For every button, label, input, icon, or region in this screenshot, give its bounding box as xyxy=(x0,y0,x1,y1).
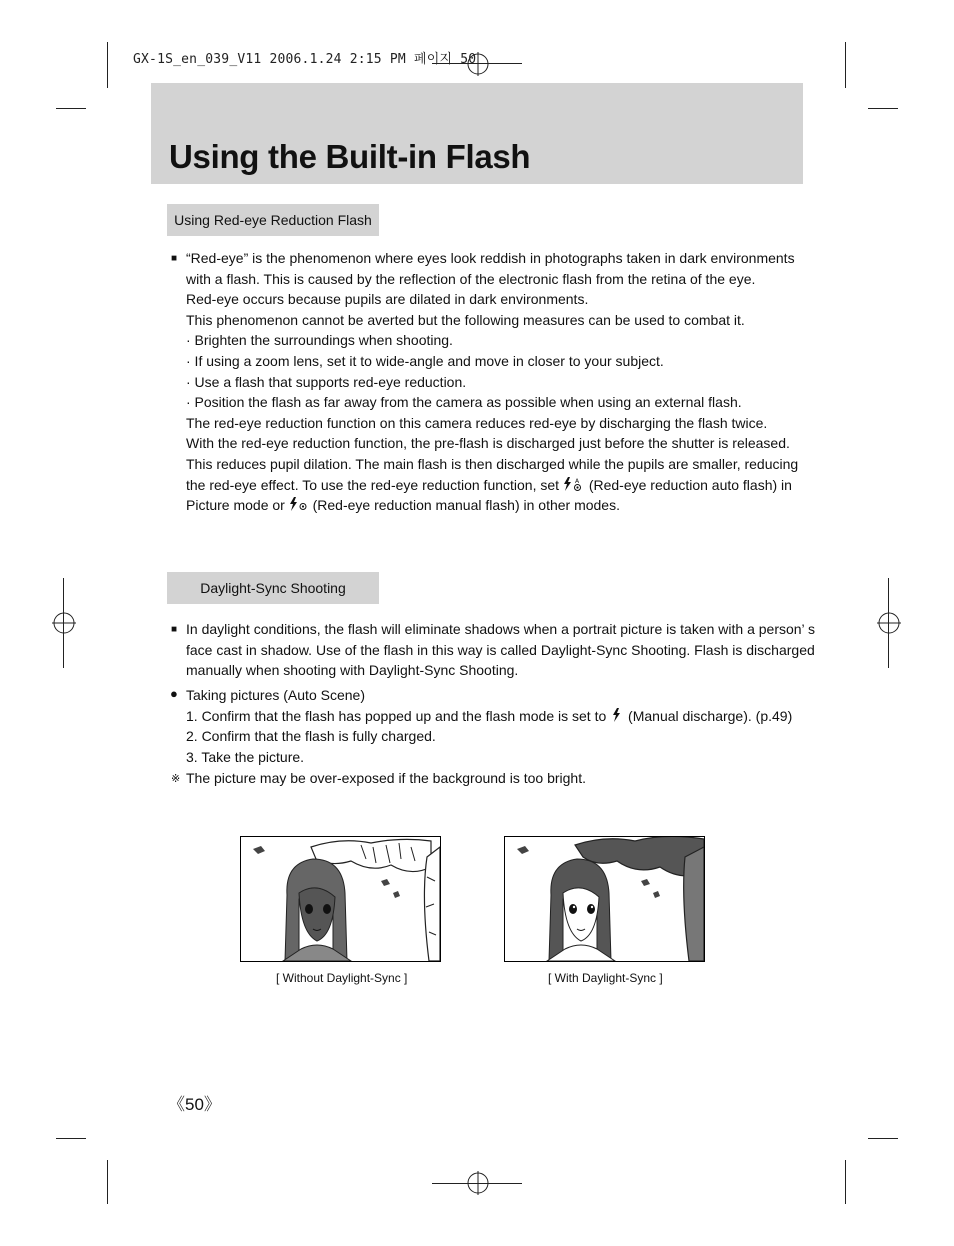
step-3: 3. Take the picture. xyxy=(186,748,305,765)
text-line: The red-eye reduction function on this camera reduces red-eye by discharging the flash twice. xyxy=(186,414,768,431)
text-line: Red-eye occurs because pupils are dilated in dark environments. xyxy=(186,291,589,308)
step-2: 2. Confirm that the flash is fully charged. xyxy=(186,728,436,745)
figure-without-daylight-sync xyxy=(240,836,441,962)
figure-caption-right: [ With Daylight-Sync ] xyxy=(548,971,663,985)
text-fragment: Picture mode or xyxy=(186,497,285,514)
text-line: manually when shooting with Daylight-Sync Shooting. xyxy=(186,662,519,679)
text-line: face cast in shadow. Use of the flash in this way is called Daylight-Sync Shooting. Flash is discharged xyxy=(186,641,815,658)
text-line: In daylight conditions, the flash will eliminate shadows when a portrait picture is taken with a person’ s xyxy=(186,621,816,637)
text-line: · If using a zoom lens, set it to wide-angle and move in closer to your subject. xyxy=(186,352,664,369)
page-number: 《50》 xyxy=(168,1095,221,1114)
bullet-square: ■ xyxy=(171,624,178,635)
text-line: This reduces pupil dilation. The main flash is then discharged while the pupils are smaller, reducing xyxy=(186,455,799,472)
section-heading-daylight-sync: Daylight-Sync Shooting xyxy=(167,572,379,604)
registration-mark xyxy=(877,611,901,635)
crop-mark xyxy=(56,108,86,109)
text-line: · Position the flash as far away from the camera as possible when using an external flash. xyxy=(186,394,742,411)
figure-caption-left: [ Without Daylight-Sync ] xyxy=(276,971,408,985)
text-line: “Red-eye” is the phenomenon where eyes look reddish in photographs taken in dark environments xyxy=(186,250,795,266)
daylight-sync-intro xyxy=(186,619,816,681)
text-fragment: (Red-eye reduction manual flash) in other modes. xyxy=(312,497,620,514)
sub-heading: Taking pictures (Auto Scene) xyxy=(186,687,365,703)
crop-mark xyxy=(868,1138,898,1139)
text-line xyxy=(186,475,791,496)
text-line: With the red-eye reduction function, the pre-flash is discharged just before the shutter is released. xyxy=(186,435,790,452)
crop-mark xyxy=(107,42,108,88)
page-title: Using the Built-in Flash xyxy=(169,138,531,175)
bullet-square: ■ xyxy=(171,253,178,264)
flash-redeye-manual-icon xyxy=(289,497,309,511)
text-fragment: (Red-eye reduction auto flash) in xyxy=(588,476,792,493)
registration-mark xyxy=(52,611,76,635)
flash-redeye-auto-icon xyxy=(563,477,585,491)
crop-mark xyxy=(868,108,898,109)
illustration-girl-lit xyxy=(505,837,704,961)
note-text xyxy=(186,768,791,789)
text-fragment: the red-eye effect. To use the red-eye reduction function, set xyxy=(186,476,560,493)
svg-text:A: A xyxy=(574,477,579,485)
section-heading-red-eye: Using Red-eye Reduction Flash xyxy=(167,204,379,236)
text-line: · Use a flash that supports red-eye reduction. xyxy=(186,373,467,390)
auto-scene-steps xyxy=(186,685,791,767)
registration-mark xyxy=(466,1171,490,1195)
crop-mark xyxy=(845,42,846,88)
crop-mark xyxy=(845,1160,846,1204)
figure-with-daylight-sync xyxy=(504,836,705,962)
text-line: This phenomenon cannot be averted but the following measures can be used to combat it. xyxy=(186,311,745,328)
red-eye-text-block xyxy=(186,248,799,516)
bullet-circle: ● xyxy=(170,686,178,701)
step-1 xyxy=(186,706,791,727)
illustration-girl-shadowed xyxy=(241,837,440,961)
crop-mark xyxy=(107,1160,108,1204)
print-header-note: GX-1S_en_039_V11 2006.1.24 2:15 PM 페이지 50 xyxy=(133,52,477,67)
text-line: with a flash. This is caused by the reflection of the electronic flash from the retina of the eye. xyxy=(186,270,756,287)
flash-icon xyxy=(610,708,624,722)
text-line: The picture may be over-exposed if the background is too bright. xyxy=(186,770,586,786)
crop-mark xyxy=(56,1138,86,1139)
note-mark: ※ xyxy=(171,773,181,785)
text-line: · Brighten the surroundings when shooting. xyxy=(186,332,453,349)
text-line xyxy=(186,495,791,516)
text-fragment: (Manual discharge). (p.49) xyxy=(628,707,793,724)
text-fragment: 1. Confirm that the flash has popped up and the flash mode is set to xyxy=(186,707,607,724)
